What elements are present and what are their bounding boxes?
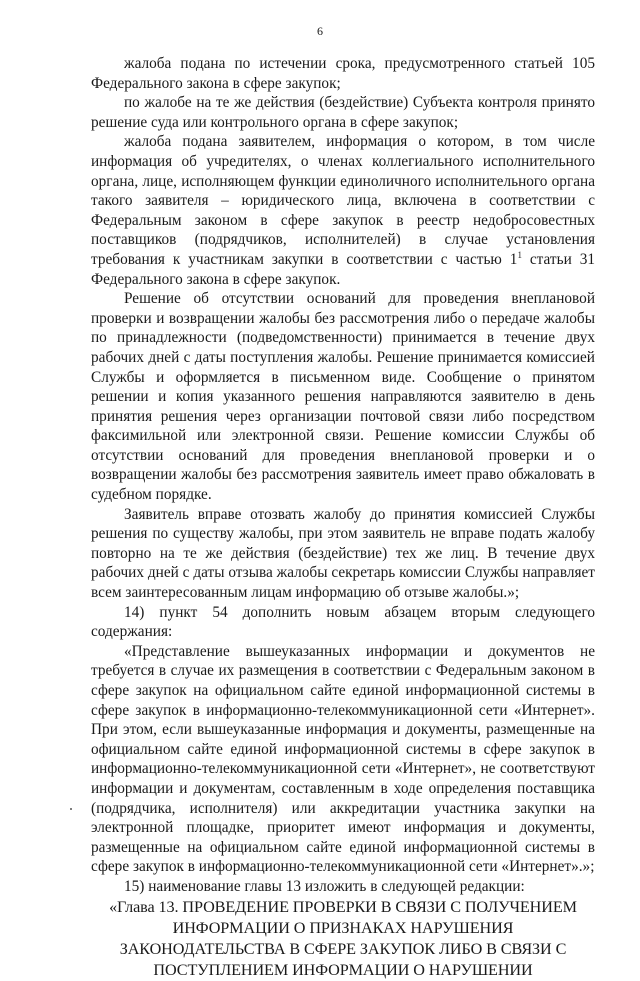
paragraph-deadline-expired: жалоба подана по истечении срока, предусмотренного статьей 105 Федерального закона в сфере закупок;: [91, 55, 595, 92]
chapter-heading-line-2: ИНФОРМАЦИИ О ПРИЗНАКАХ НАРУШЕНИЯ: [172, 918, 514, 937]
superscript-mark: 1: [517, 249, 522, 260]
document-body: [91, 54, 595, 981]
paragraph-unscrupulous-registry: [91, 132, 595, 289]
page-number: 6: [317, 24, 323, 38]
paragraph-item-15: 15) наименование главы 13 изложить в следующей редакции:: [124, 877, 525, 895]
chapter-heading-line-1: «Глава 13. ПРОВЕДЕНИЕ ПРОВЕРКИ В СВЯЗИ С ПОЛУЧЕНИЕМ: [109, 897, 577, 916]
scan-speck: [70, 808, 72, 810]
paragraph-unscrupulous-registry-tail: статьи 31 Федерального закона в сфере закупок.: [91, 250, 596, 288]
chapter-heading-line-3: ЗАКОНОДАТЕЛЬСТВА В СФЕРЕ ЗАКУПОК ЛИБО В СВЯЗИ С: [119, 939, 567, 958]
paragraph-decision-no-grounds: Решение об отсутствии оснований для проведения внеплановой проверки и возвращении жалобы без рассмотрения либо о передаче жалобы по принадлежности (подведомственности) принимается в течение двух рабочих дней с даты поступления жалобы. Решение принимается комиссией Службы и оформляется в письменном виде. Сообщение о принятом решении и копия указанного решения направляются заявителю в день принятия решения через организации почтовой связи либо посредством факсимильной или электронной связи. Решение комиссии Службы об отсутствии оснований для проведения внеплановой проверки и о возвращении жалобы без рассмотрения заявитель имеет право обжаловать в судебном порядке.: [91, 290, 595, 504]
chapter-heading-line-4: ПОСТУПЛЕНИЕМ ИНФОРМАЦИИ О НАРУШЕНИИ: [153, 960, 533, 979]
paragraph-court-decision: по жалобе на те же действия (бездействие) Субъекта контроля принято решение суда или контрольного органа в сфере закупок;: [91, 94, 595, 131]
paragraph-item-14-text: «Представление вышеуказанных информации и документов не требуется в случае их размещения в соответствии с Федеральным законом в сфере закупок на официальном сайте единой информационной системы в сфере закупок в информационно-телекоммуникационной сети «Интернет». При этом, если вышеуказанные информация и документы, размещенные на официальном сайте единой информационной системы в сфере закупок в информационно-телекоммуникационной сети «Интернет», не соответствуют информации и документам, составленным в ходе определения поставщика (подрядчика, исполнителя) или аккредитации участника закупки на электронной площадке, приоритет имеют информация и документы, размещенные на официальном сайте единой информационной системы в сфере закупок в информационно-телекоммуникационной сети «Интернет».»;: [91, 642, 595, 876]
paragraph-item-14: 14) пункт 54 дополнить новым абзацем вторым следующего содержания:: [91, 603, 595, 641]
paragraph-complaint-withdrawal: Заявитель вправе отозвать жалобу до принятия комиссией Службы решения по существу жалобы, при этом заявитель не вправе подать жалобу повторно на те же действия (бездействие) тех же лиц. В течение двух рабочих дней с даты отзыва жалобы секретарь комиссии Службы направляет всем заинтересованным лицам информацию об отзыве жалобы.»;: [91, 505, 595, 602]
paragraph-unscrupulous-registry-text: жалоба подана заявителем, информация о котором, в том числе информация об учредителях, о членах коллегиального исполнительного органа, лице, исполняющем функции единоличного исполнительного органа такого заявителя – юридического лица, включена в соответствии с Федеральным законом в сфере закупок в реестр недобросовестных поставщиков (подрядчиков, исполнителей) в случае установления требования к участникам закупки в соответствии с частью 1: [91, 133, 595, 268]
